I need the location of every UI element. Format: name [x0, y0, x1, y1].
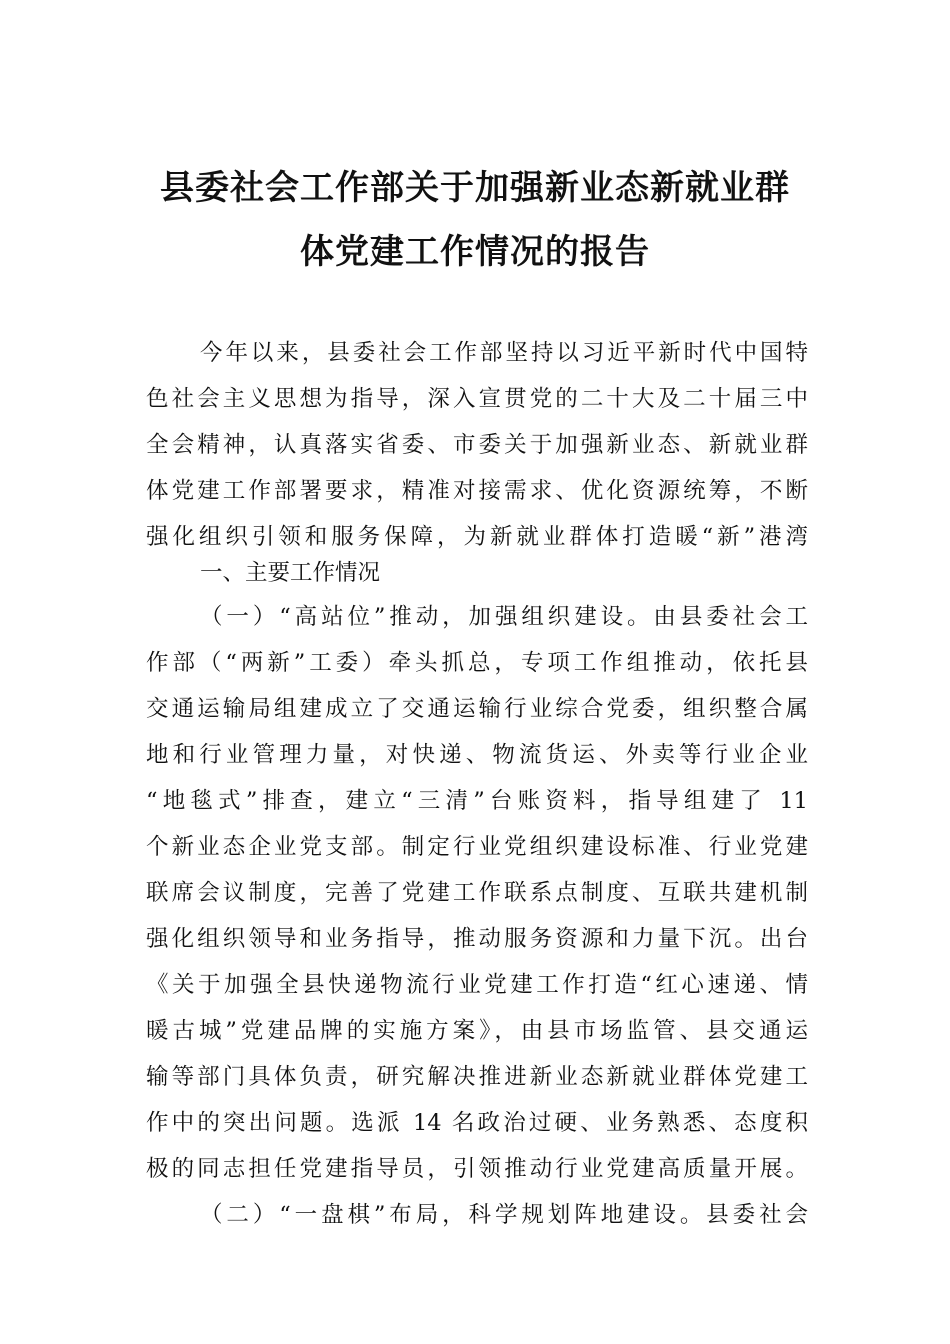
paragraph-line: 交通运输局组建成立了交通运输行业综合党委，组织整合属	[146, 696, 808, 722]
paragraph-line: 联席会议制度，完善了党建工作联系点制度、互联共建机制	[146, 880, 808, 906]
intro-line: 今年以来，县委社会工作部坚持以习近平新时代中国特	[200, 340, 808, 366]
section-heading: 一、主要工作情况	[200, 560, 381, 586]
paragraph-line: 《关于加强全县快递物流行业党建工作打造“红心速递、情	[146, 972, 808, 998]
intro-line: 全会精神，认真落实省委、市委关于加强新业态、新就业群	[146, 432, 808, 458]
paragraph-line: 作中的突出问题。选派 14 名政治过硬、业务熟悉、态度积	[146, 1110, 808, 1136]
paragraph-line: “地毯式”排查，建立“三清”台账资料，指导组建了 11	[146, 788, 808, 814]
document-title-line-2: 体党建工作情况的报告	[300, 232, 650, 272]
paragraph-line: 输等部门具体负责，研究解决推进新业态新就业群体党建工	[146, 1064, 808, 1090]
paragraph-line: 强化组织领导和业务指导，推动服务资源和力量下沉。出台	[146, 926, 808, 952]
intro-line: 强化组织引领和服务保障，为新就业群体打造暖“新”港湾	[146, 524, 808, 550]
paragraph-line: 暖古城”党建品牌的实施方案》，由县市场监管、县交通运	[146, 1018, 808, 1044]
paragraph-line: 作部（“两新”工委）牵头抓总，专项工作组推动，依托县	[146, 650, 808, 676]
document-title-line-1: 县委社会工作部关于加强新业态新就业群	[160, 168, 790, 208]
paragraph-line: （二）“一盘棋”布局，科学规划阵地建设。县委社会	[200, 1202, 808, 1228]
paragraph-line: （一）“高站位”推动，加强组织建设。由县委社会工	[200, 604, 808, 630]
intro-line: 色社会主义思想为指导，深入宣贯党的二十大及二十届三中	[146, 386, 808, 412]
intro-line: 体党建工作部署要求，精准对接需求、优化资源统筹，不断	[146, 478, 808, 504]
paragraph-line: 个新业态企业党支部。制定行业党组织建设标准、行业党建	[146, 834, 808, 860]
paragraph-line: 极的同志担任党建指导员，引领推动行业党建高质量开展。	[146, 1156, 808, 1182]
paragraph-line: 地和行业管理力量，对快递、物流货运、外卖等行业企业	[146, 742, 808, 768]
